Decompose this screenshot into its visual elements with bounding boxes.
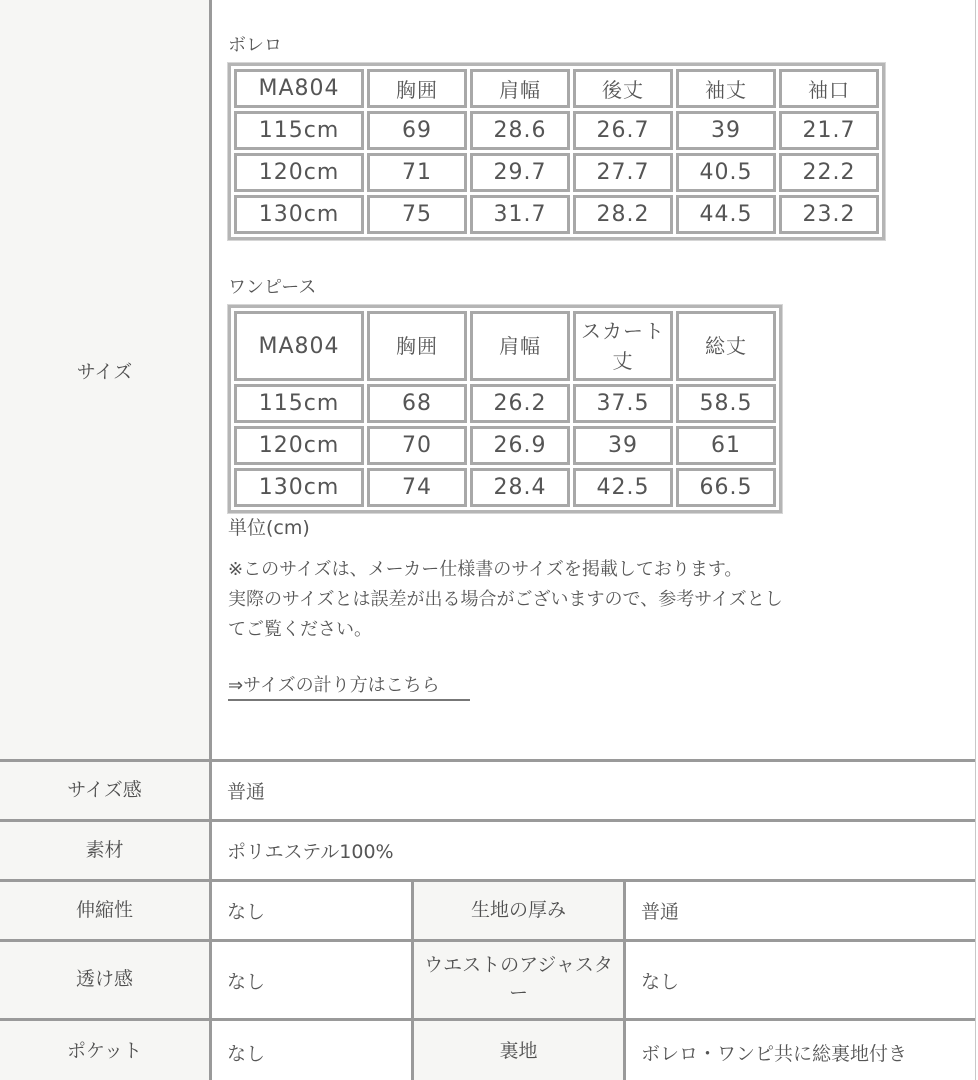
table-cell: 44.5 <box>676 195 776 234</box>
spec-value-stretch: なし <box>212 882 411 939</box>
table-cell: 27.7 <box>573 153 673 192</box>
onepiece-caption: ワンピース <box>228 277 317 298</box>
table-cell: 70 <box>367 426 467 465</box>
bolero-size-table <box>228 63 885 240</box>
spec-label-stretch: 伸縮性 <box>0 882 212 939</box>
disclaimer-line: ※このサイズは、メーカー仕様書のサイズを掲載しております。 <box>228 559 743 580</box>
spec-row-stretch-thickness <box>0 882 975 942</box>
table-cell: 31.7 <box>470 195 570 234</box>
table-row <box>234 153 879 192</box>
table-cell: 28.2 <box>573 195 673 234</box>
table-row <box>234 111 879 150</box>
table-header-cell: 肩幅 <box>470 69 570 108</box>
spec-row-size-feel <box>0 762 975 822</box>
spec-label-lining: 裏地 <box>411 1021 626 1080</box>
spec-value-thickness: 普通 <box>626 882 975 939</box>
table-cell: 68 <box>367 384 467 423</box>
table-cell: 22.2 <box>779 153 879 192</box>
table-cell: 21.7 <box>779 111 879 150</box>
table-cell: 40.5 <box>676 153 776 192</box>
table-cell: 115cm <box>234 111 364 150</box>
how-to-measure-link[interactable]: ⇒サイズの計り方はこちら <box>228 671 470 701</box>
onepiece-size-table <box>228 305 782 513</box>
table-header-cell: 胸囲 <box>367 311 467 381</box>
table-row <box>234 384 776 423</box>
table-cell: 26.9 <box>470 426 570 465</box>
spec-label-size-feel: サイズ感 <box>0 762 212 819</box>
table-cell: 26.7 <box>573 111 673 150</box>
table-cell: 115cm <box>234 384 364 423</box>
table-cell: 28.6 <box>470 111 570 150</box>
table-cell: 39 <box>676 111 776 150</box>
spec-row-material <box>0 822 975 882</box>
spec-label-waist-adjuster: ウエストのアジャスター <box>411 942 626 1018</box>
spec-value-size-feel: 普通 <box>212 762 975 819</box>
spec-label-size: サイズ <box>0 0 212 759</box>
table-cell: 74 <box>367 468 467 507</box>
table-cell: 28.4 <box>470 468 570 507</box>
table-header-cell: 総丈 <box>676 311 776 381</box>
table-row <box>234 195 879 234</box>
table-header-cell: 肩幅 <box>470 311 570 381</box>
table-row <box>234 468 776 507</box>
spec-value-sheer: なし <box>212 942 411 1018</box>
table-cell: 23.2 <box>779 195 879 234</box>
spec-label-material: 素材 <box>0 822 212 879</box>
size-content <box>212 0 975 759</box>
table-cell: 120cm <box>234 426 364 465</box>
table-header-row <box>234 69 879 108</box>
table-header-cell: 胸囲 <box>367 69 467 108</box>
disclaimer-line: 実際のサイズとは誤差が出る場合がございますので、参考サイズとし <box>228 589 783 610</box>
spec-label-thickness: 生地の厚み <box>411 882 626 939</box>
spec-value-lining: ボレロ・ワンピ共に総裏地付き <box>626 1021 975 1080</box>
spec-value-waist-adjuster: なし <box>626 942 975 1018</box>
table-row <box>234 426 776 465</box>
spec-value-pocket: なし <box>212 1021 411 1080</box>
spec-label-sheer: 透け感 <box>0 942 212 1018</box>
table-cell: 42.5 <box>573 468 673 507</box>
table-cell: 61 <box>676 426 776 465</box>
table-cell: 75 <box>367 195 467 234</box>
table-header-row <box>234 311 776 381</box>
table-cell: 39 <box>573 426 673 465</box>
table-header-cell: スカート丈 <box>573 311 673 381</box>
spec-row-pocket-lining <box>0 1021 975 1080</box>
disclaimer-line: てご覧ください。 <box>228 619 372 640</box>
spec-label-pocket: ポケット <box>0 1021 212 1080</box>
table-cell: 29.7 <box>470 153 570 192</box>
table-header-cell: MA804 <box>234 69 364 108</box>
spec-value-material: ポリエステル100% <box>212 822 975 879</box>
table-cell: 130cm <box>234 468 364 507</box>
table-cell: 37.5 <box>573 384 673 423</box>
table-header-cell: 袖口 <box>779 69 879 108</box>
table-header-cell: 袖丈 <box>676 69 776 108</box>
unit-label: 単位(cm) <box>228 517 310 539</box>
table-header-cell: 後丈 <box>573 69 673 108</box>
table-cell: 58.5 <box>676 384 776 423</box>
spec-row-sheer-waist <box>0 942 975 1021</box>
table-cell: 26.2 <box>470 384 570 423</box>
table-cell: 69 <box>367 111 467 150</box>
size-disclaimer <box>228 555 975 645</box>
table-cell: 120cm <box>234 153 364 192</box>
table-cell: 66.5 <box>676 468 776 507</box>
table-cell: 71 <box>367 153 467 192</box>
table-header-cell: MA804 <box>234 311 364 381</box>
bolero-caption: ボレロ <box>228 35 282 56</box>
table-cell: 130cm <box>234 195 364 234</box>
